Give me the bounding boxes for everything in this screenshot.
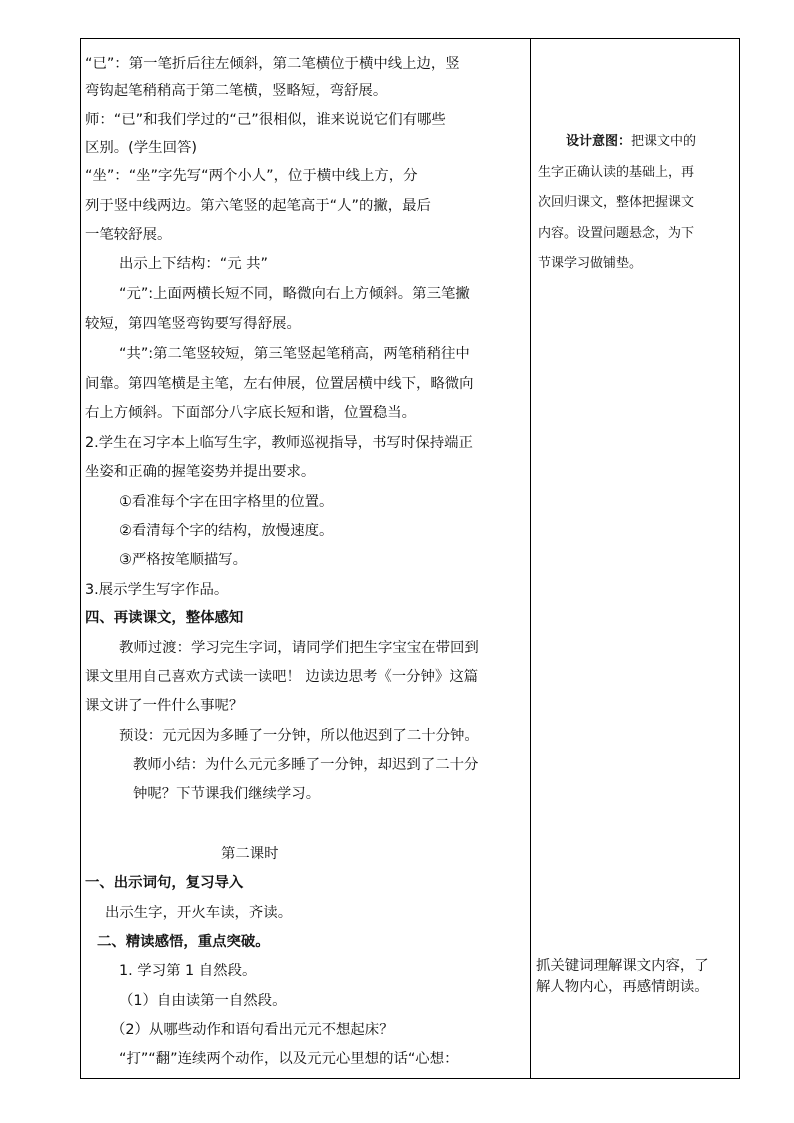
text-line: 第二课时 <box>221 846 279 862</box>
design-intent-line: 把课文中的 <box>631 134 697 149</box>
text-line: “共”:第二笔竖较短，第三笔竖起笔稍高，两笔稍稍往中 <box>119 346 470 362</box>
design-intent-line: 内容。设置问题悬念，为下 <box>538 225 695 241</box>
text-line: 列于竖中线两边。第六笔竖的起笔高于“人”的撇，最后 <box>85 198 431 214</box>
reading-intent-note <box>536 956 736 998</box>
column-divider <box>530 39 531 1078</box>
text-line: ③严格按笔顺描写。 <box>119 552 248 568</box>
text-line: 坐姿和正确的握笔姿势并提出要求。 <box>85 464 316 480</box>
text-line: ①看准每个字在田字格里的位置。 <box>119 494 334 510</box>
text-line: 右上方倾斜。下面部分八字底长短和谐，位置稳当。 <box>85 405 416 421</box>
section-heading: 四、再读课文，整体感知 <box>85 610 244 626</box>
text-line: 较短，第四笔竖弯钩要写得舒展。 <box>85 316 301 332</box>
text-line: 钟呢？下节课我们继续学习。 <box>133 786 321 802</box>
text-line: ②看清每个字的结构，放慢速度。 <box>119 523 334 539</box>
lesson-plan-table <box>80 38 740 1079</box>
text-line: 一笔较舒展。 <box>85 227 172 243</box>
text-line: 出示生字，开火车读，齐读。 <box>105 905 293 921</box>
design-intent-note <box>538 127 736 280</box>
text-line: 课文讲了一件什么事呢？ <box>85 698 244 714</box>
text-line: 教师小结：为什么元元多睡了一分钟，却迟到了二十分 <box>133 757 479 773</box>
text-line: 间靠。第四笔横是主笔，左右伸展，位置居横中线下，略微向 <box>85 376 474 392</box>
text-line: 课文里用自己喜欢方式读一读吧！ 边读边思考《一分钟》这篇 <box>85 669 479 685</box>
text-line: 3.展示学生写字作品。 <box>85 582 229 598</box>
text-line: “元”:上面两横长短不同，略微向右上方倾斜。第三笔撇 <box>119 286 470 302</box>
text-line: （2）从哪些动作和语句看出元元不想起床？ <box>111 1022 394 1038</box>
section-heading: 二、精读感悟，重点突破。 <box>97 934 270 950</box>
design-intent-line: 次回归课文，整体把握课文 <box>538 195 695 210</box>
text-line: 区别。(学生回答) <box>85 140 197 156</box>
text-line: “打”“翻”连续两个动作，以及元元心里想的话“心想： <box>119 1051 459 1067</box>
text-line: 2.学生在习字本上临写生字，教师巡视指导，书写时保持端正 <box>85 435 473 451</box>
text-line: 教师过渡：学习完生字词，请同学们把生字宝宝在带回到 <box>119 640 479 656</box>
reading-intent-line: 解人物内心，再感情朗读。 <box>536 979 709 995</box>
design-intent-line: 生字正确认读的基础上，再 <box>538 164 695 180</box>
text-line: 弯钩起笔稍稍高于第二笔横，竖略短，弯舒展。 <box>85 83 388 99</box>
text-line: “已”：第一笔折后往左倾斜，第二笔横位于横中线上边，竖 <box>85 56 460 72</box>
design-intent-line: 节课学习做铺垫。 <box>538 256 643 271</box>
design-intent-label: 设计意图： <box>566 134 632 149</box>
text-line: “坐”：“坐”字先写“两个小人”，位于横中线上方，分 <box>85 168 418 184</box>
text-line: 1. 学习第 1 自然段。 <box>119 963 257 979</box>
text-line: 预设：元元因为多睡了一分钟，所以他迟到了二十分钟。 <box>119 728 479 744</box>
section-heading: 一、出示词句，复习导入 <box>85 875 244 891</box>
text-line: 出示上下结构：“元 共” <box>119 256 269 272</box>
reading-intent-line: 抓关键词理解课文内容，了 <box>536 958 709 974</box>
text-line: 师：“已”和我们学过的“己”很相似，谁来说说它们有哪些 <box>85 112 446 128</box>
text-line: （1）自由读第一自然段。 <box>119 993 287 1009</box>
